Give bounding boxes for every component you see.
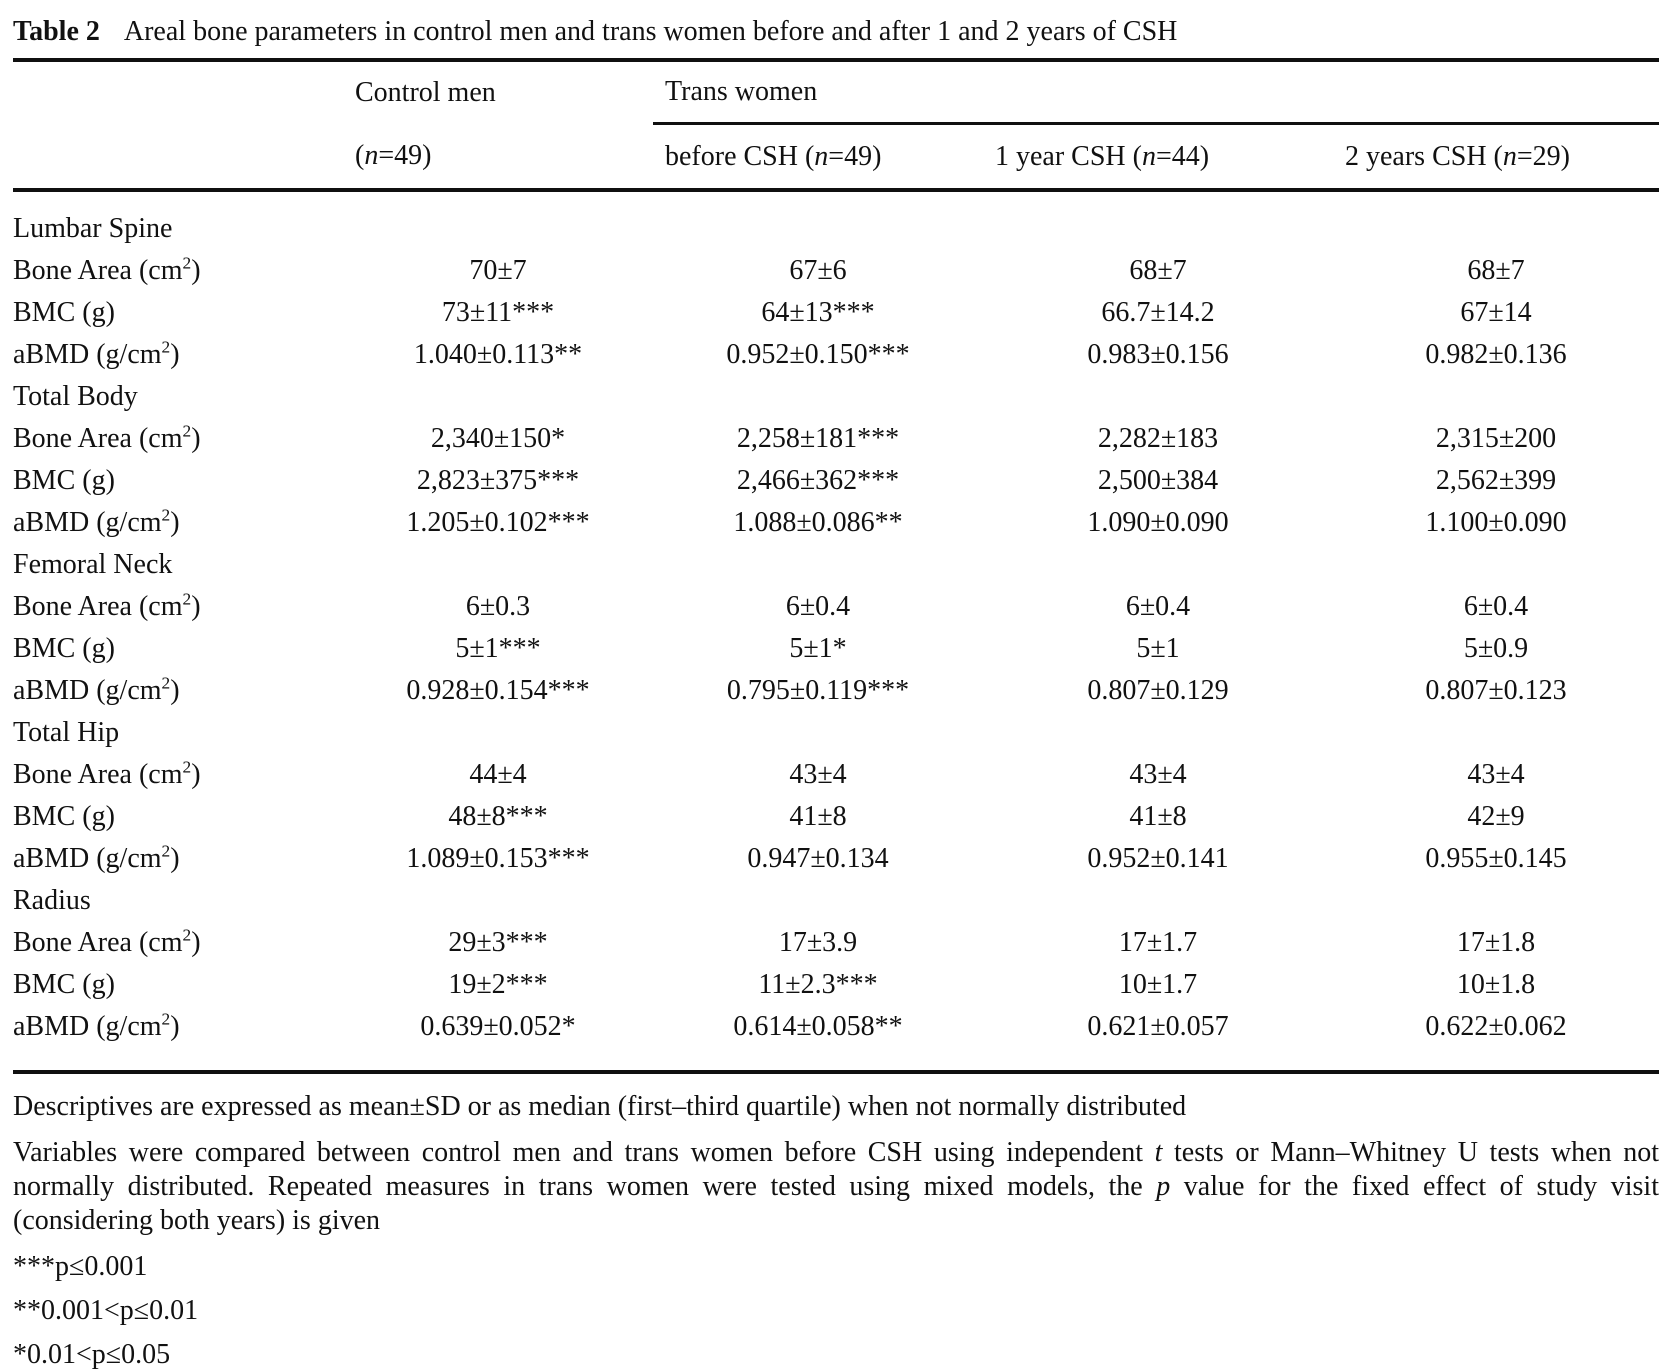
value-cell: 0.983±0.156 <box>1087 339 1229 370</box>
value-cell: 2,823±375*** <box>416 465 580 496</box>
row-label-bone-area: Bone Area $(cm^2)$ <box>13 925 201 958</box>
header-group-row <box>13 60 1659 124</box>
table-row <box>13 292 1659 334</box>
table-row <box>13 250 1659 292</box>
value-cell: 2,258±181*** <box>736 423 900 454</box>
value-cell: 1.088±0.086** <box>733 507 903 538</box>
value-cell: 64±13*** <box>761 297 875 328</box>
value-cell: 48±8*** <box>448 801 548 832</box>
value-cell: 67±14 <box>1460 297 1532 328</box>
table-row <box>13 418 1659 460</box>
header-control-n: (n=49) <box>343 124 653 191</box>
value-cell: 68±7 <box>1467 255 1525 286</box>
table-caption-label: Table 2 <box>13 16 100 47</box>
value-cell: 68±7 <box>1129 255 1187 286</box>
value-cell: 0.952±0.150*** <box>726 339 910 370</box>
value-cell: 10±1.7 <box>1118 969 1198 1000</box>
value-cell: 2,340±150* <box>430 423 566 454</box>
value-cell: 2,315±200 <box>1435 423 1557 454</box>
value-cell: 0.952±0.141 <box>1087 843 1229 874</box>
value-cell: 6±0.4 <box>785 591 851 622</box>
value-cell: 1.040±0.113** <box>413 339 583 370</box>
section-row-total-body <box>13 376 1659 418</box>
section-title: Total Body <box>13 381 138 412</box>
section-title: Total Hip <box>13 717 120 748</box>
value-cell: 41±8 <box>1129 801 1187 832</box>
value-cell: 43±4 <box>1129 759 1187 790</box>
table-row <box>13 1006 1659 1072</box>
value-cell: 1.100±0.090 <box>1425 507 1567 538</box>
value-cell: 43±4 <box>789 759 847 790</box>
value-cell: 2,562±399 <box>1435 465 1557 496</box>
section-title: Lumbar Spine <box>13 213 173 244</box>
value-cell: 0.795±0.119*** <box>726 675 910 706</box>
section-title: Femoral Neck <box>13 549 173 580</box>
value-cell: 43±4 <box>1467 759 1525 790</box>
row-label-bone-area: Bone Area $(cm^2)$ <box>13 589 201 622</box>
value-cell: 2,466±362*** <box>736 465 900 496</box>
table-row <box>13 586 1659 628</box>
value-cell: 0.807±0.123 <box>1425 675 1567 706</box>
value-cell: 6±0.4 <box>1125 591 1191 622</box>
footnote-sig-05: *0.01<p≤0.05 <box>13 1339 171 1370</box>
areal-bone-parameters-table <box>13 58 1659 1074</box>
row-label-abmd: aBMD $(g/cm^2)$ <box>13 337 180 370</box>
value-cell: 17±1.7 <box>1118 927 1198 958</box>
header-sub-row <box>13 124 1659 191</box>
table-footnotes <box>13 1090 1659 1370</box>
table-caption-text: Areal bone parameters in control men and trans women before and after 1 and 2 years of CSH <box>123 16 1178 47</box>
value-cell: 29±3*** <box>448 927 548 958</box>
row-label-abmd: aBMD $(g/cm^2)$ <box>13 673 180 706</box>
row-label-bmc: BMC (g) <box>13 801 115 832</box>
header-1-year-csh: 1 year CSH (n=44) <box>983 124 1333 191</box>
table-row <box>13 796 1659 838</box>
table-row <box>13 628 1659 670</box>
header-2-years-csh: 2 years CSH (n=29) <box>1333 124 1659 191</box>
value-cell: 41±8 <box>789 801 847 832</box>
section-row-radius <box>13 880 1659 922</box>
value-cell: 17±3.9 <box>778 927 858 958</box>
value-cell: 42±9 <box>1467 801 1525 832</box>
row-label-bmc: BMC (g) <box>13 969 115 1000</box>
header-empty-cell <box>13 124 343 191</box>
value-cell: 5±1*** <box>455 633 541 664</box>
value-cell: 5±0.9 <box>1463 633 1529 664</box>
value-cell: 0.982±0.136 <box>1425 339 1567 370</box>
row-label-abmd: aBMD $(g/cm^2)$ <box>13 505 180 538</box>
table-row <box>13 334 1659 376</box>
footnote-statistics: Variables were compared between control men and trans women before CSH using independent t tests or Mann–Whitney U tests when not normally distributed. Repeated measures in trans women were tested using mixed models, the p value for the fixed effect of study visit (considering both years) is given <box>13 1137 1659 1236</box>
row-label-bmc: BMC (g) <box>13 465 115 496</box>
value-cell: 1.205±0.102*** <box>406 507 590 538</box>
value-cell: 1.089±0.153*** <box>406 843 590 874</box>
value-cell: 0.947±0.134 <box>747 843 889 874</box>
value-cell: 1.090±0.090 <box>1087 507 1229 538</box>
table-row <box>13 502 1659 544</box>
value-cell: 6±0.4 <box>1463 591 1529 622</box>
value-cell: 2,500±384 <box>1097 465 1219 496</box>
table-row <box>13 838 1659 880</box>
table-caption <box>13 14 1659 50</box>
value-cell: 0.955±0.145 <box>1425 843 1567 874</box>
header-control-men: Control men <box>355 76 496 108</box>
row-label-abmd: aBMD $(g/cm^2)$ <box>13 841 180 874</box>
row-label-bmc: BMC (g) <box>13 633 115 664</box>
footnote-sig-01: **0.001<p≤0.01 <box>13 1295 199 1326</box>
table-row <box>13 964 1659 1006</box>
table-row <box>13 670 1659 712</box>
value-cell: 44±4 <box>469 759 527 790</box>
value-cell: 11±2.3*** <box>758 969 878 1000</box>
row-label-bone-area: Bone Area $(cm^2)$ <box>13 757 201 790</box>
value-cell: 5±1 <box>1136 633 1180 664</box>
table-row <box>13 922 1659 964</box>
footnote-descriptives: Descriptives are expressed as mean±SD or as median (first–third quartile) when not normally distributed <box>13 1091 1187 1122</box>
value-cell: 17±1.8 <box>1456 927 1536 958</box>
section-title: Radius <box>13 885 91 916</box>
table-row <box>13 754 1659 796</box>
section-row-lumbar-spine <box>13 190 1659 250</box>
value-cell: 0.622±0.062 <box>1425 1011 1567 1042</box>
value-cell: 0.807±0.129 <box>1087 675 1229 706</box>
value-cell: 0.639±0.052* <box>420 1011 576 1042</box>
section-row-femoral-neck <box>13 544 1659 586</box>
value-cell: 0.928±0.154*** <box>406 675 590 706</box>
table-row <box>13 460 1659 502</box>
value-cell: 70±7 <box>469 255 527 286</box>
section-row-total-hip <box>13 712 1659 754</box>
value-cell: 6±0.3 <box>465 591 531 622</box>
row-label-bmc: BMC (g) <box>13 297 115 328</box>
value-cell: 73±11*** <box>441 297 555 328</box>
row-label-abmd: aBMD $(g/cm^2)$ <box>13 1009 180 1042</box>
value-cell: 0.621±0.057 <box>1087 1011 1229 1042</box>
header-empty-cell <box>13 60 343 124</box>
value-cell: 2,282±183 <box>1097 423 1219 454</box>
header-before-csh: before CSH (n=49) <box>653 124 983 191</box>
header-trans-women: Trans women <box>653 60 1659 124</box>
value-cell: 66.7±14.2 <box>1101 297 1215 328</box>
value-cell: 5±1* <box>789 633 847 664</box>
value-cell: 67±6 <box>789 255 847 286</box>
row-label-bone-area: Bone Area $(cm^2)$ <box>13 421 201 454</box>
footnote-sig-001: ***p≤0.001 <box>13 1251 148 1282</box>
row-label-bone-area: Bone Area $(cm^2)$ <box>13 253 201 286</box>
value-cell: 0.614±0.058** <box>733 1011 903 1042</box>
value-cell: 10±1.8 <box>1456 969 1536 1000</box>
value-cell: 19±2*** <box>448 969 548 1000</box>
